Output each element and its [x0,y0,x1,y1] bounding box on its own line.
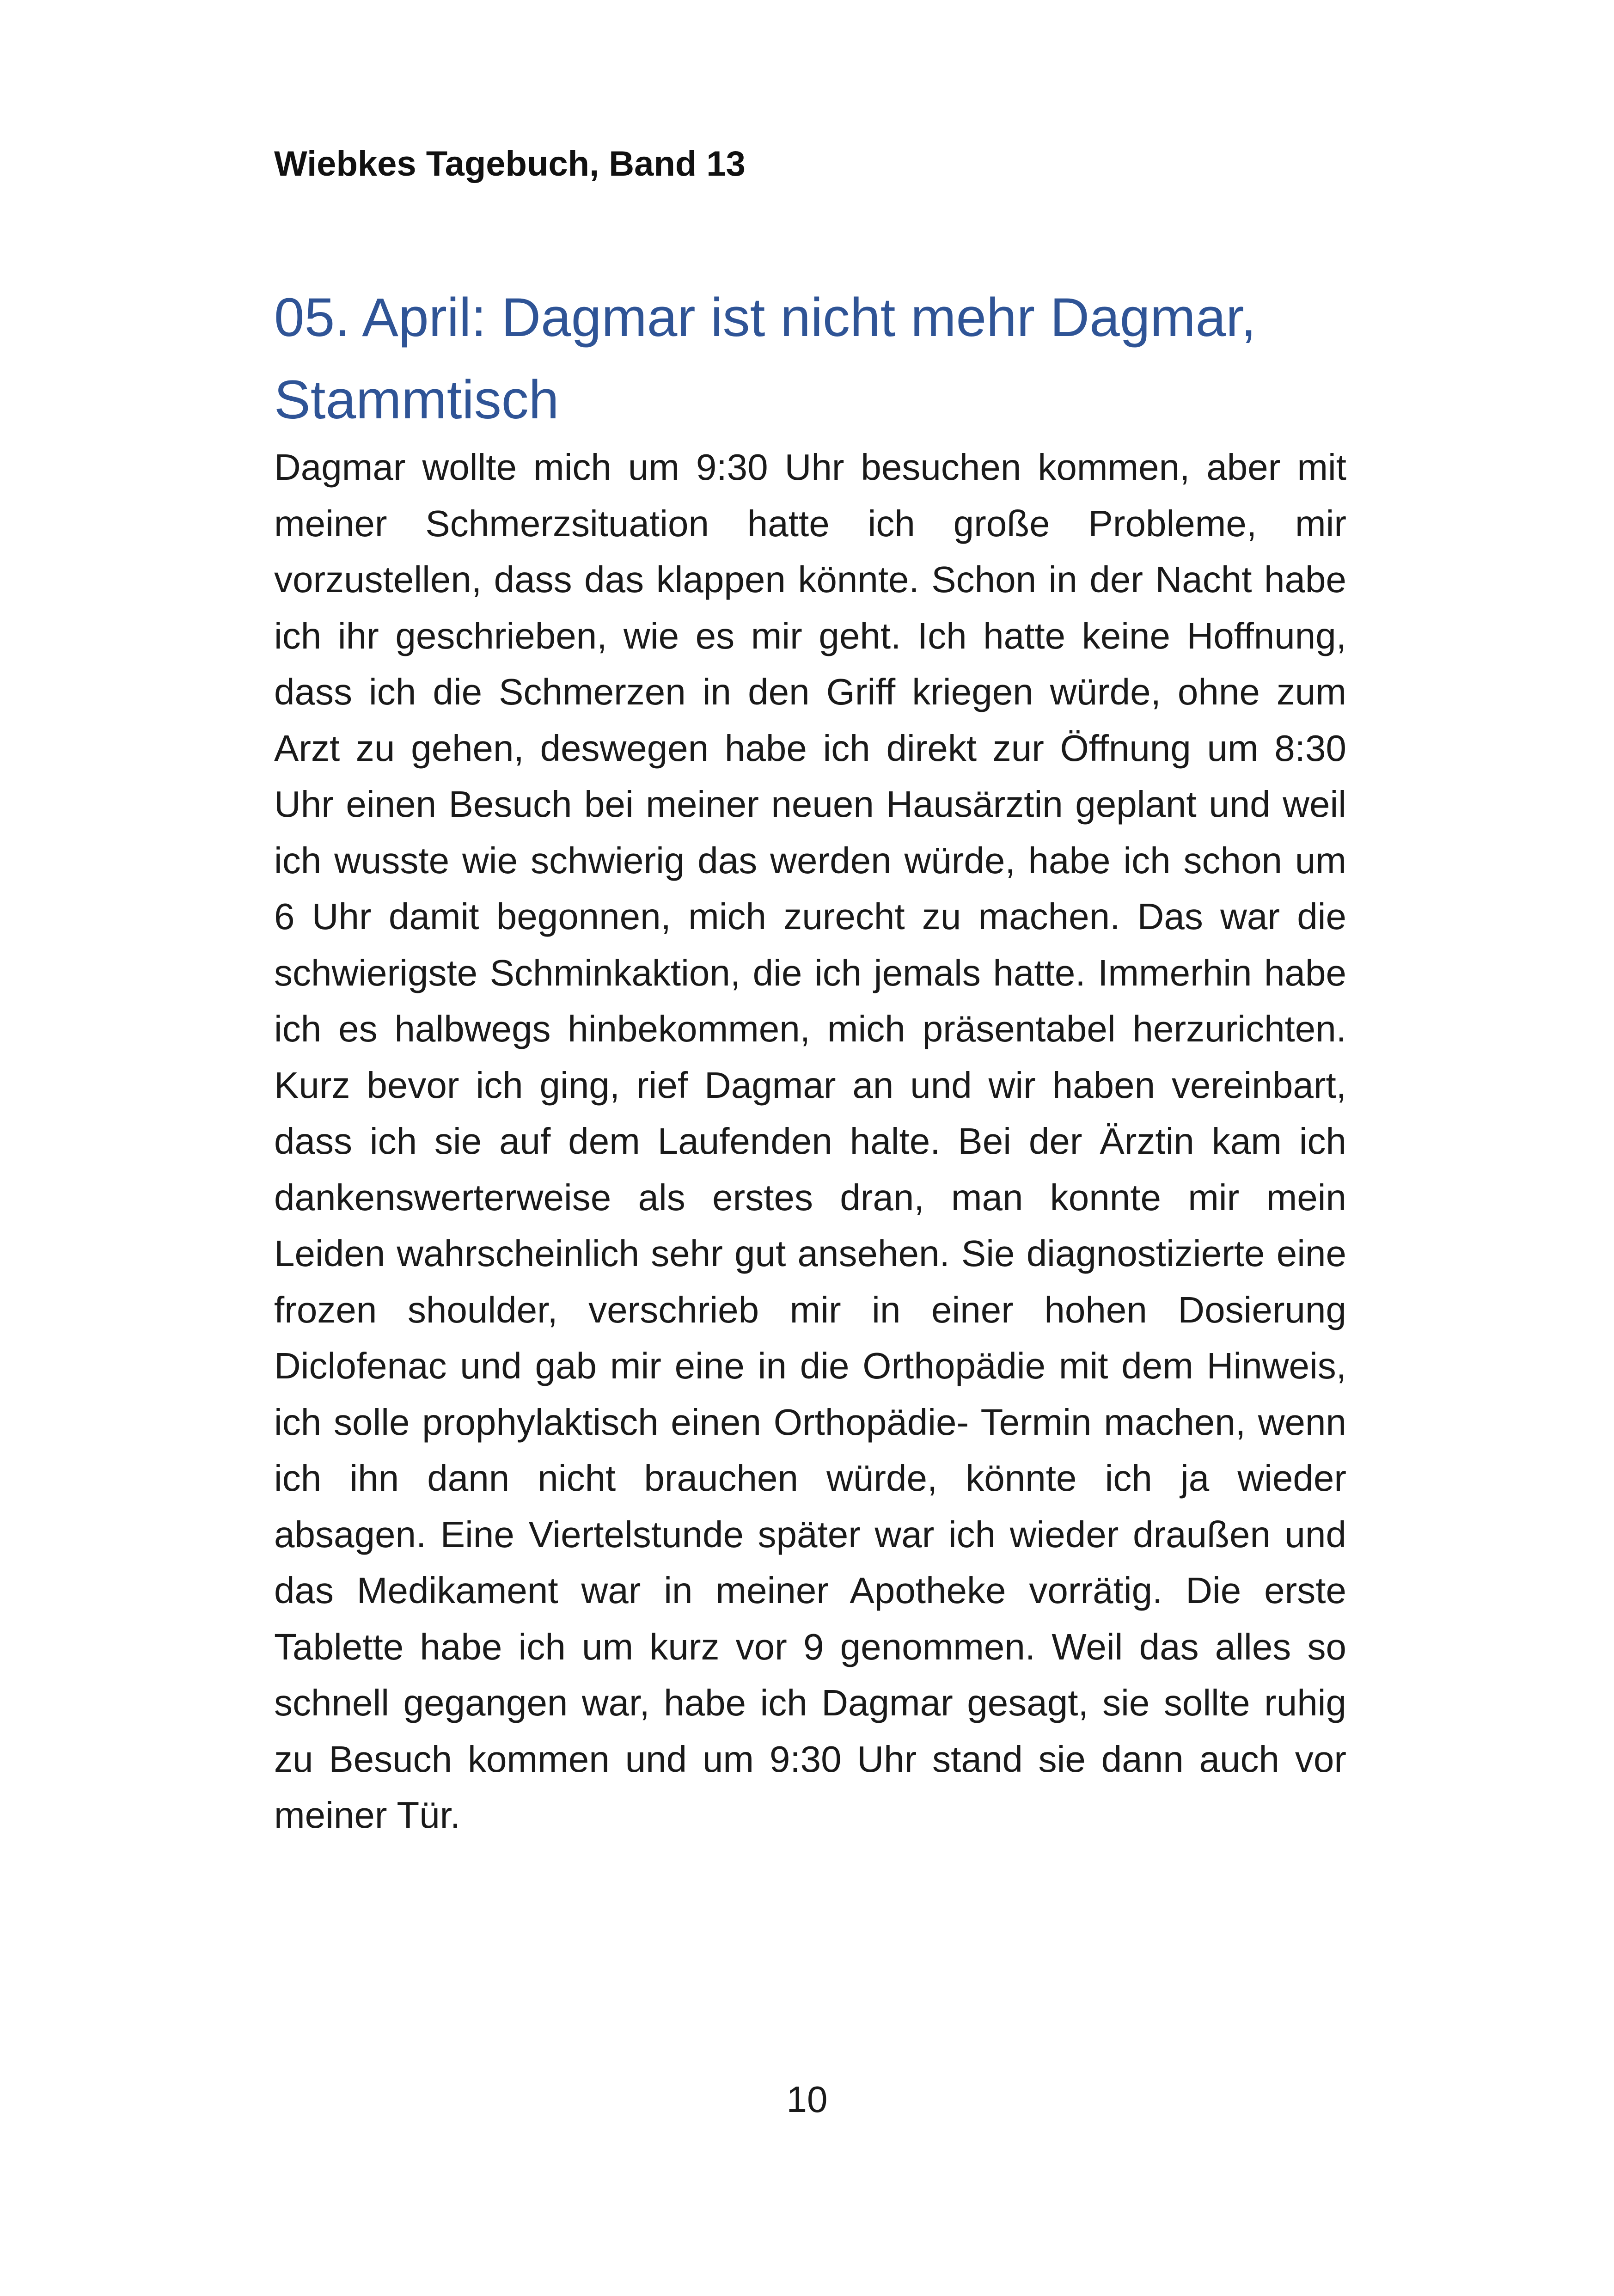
chapter-body-paragraph: Dagmar wollte mich um 9:30 Uhr besuchen kommen, aber mit meiner Schmerzsituation hatte ich große Probleme, mir vorzustellen, dass das klappen könnte. Schon in der Nacht habe ich ihr geschrieben, wie es mir geht. Ich hatte keine Hoffnung, dass ich die Schmerzen in den Griff kriegen würde, ohne zum Arzt zu gehen, deswegen habe ich direkt zur Öffnung um 8:30 Uhr einen Besuch bei meiner neuen Hausärztin geplant und weil ich wusste wie schwierig das werden würde, habe ich schon um 6 Uhr damit begonnen, mich zurecht zu machen. Das war die schwierigste Schminkaktion, die ich jemals hatte. Immerhin habe ich es halbwegs hinbekommen, mich präsentabel herzurichten. Kurz bevor ich ging, rief Dagmar an und wir haben vereinbart, dass ich sie auf dem Laufenden halte. Bei der Ärztin kam ich dankenswerterweise als erstes dran, man konnte mir mein Leiden wahrscheinlich sehr gut ansehen. Sie diagnostizierte eine frozen shoulder, verschrieb mir in einer hohen Dosierung Diclofenac und gab mir eine in die Orthopädie mit dem Hinweis, ich solle prophylaktisch einen Orthopädie- Termin machen, wenn ich ihn dann nicht brauchen würde, könnte ich ja wieder absagen. Eine Viertelstunde später war ich wieder draußen und das Medikament war in meiner Apotheke vorrätig. Die erste Tablette habe ich um kurz vor 9 genommen. Weil das alles so schnell gegangen war, habe ich Dagmar gesagt, sie sollte ruhig zu Besuch kommen und um 9:30 Uhr stand sie dann auch vor meiner Tür. [274,447,1346,1836]
running-header-title: Wiebkes Tagebuch, Band 13 [274,144,746,184]
chapter-heading: 05. April: Dagmar ist nicht mehr Dagmar, Stammtisch [274,287,1256,430]
page-number: 10 [786,2079,828,2120]
